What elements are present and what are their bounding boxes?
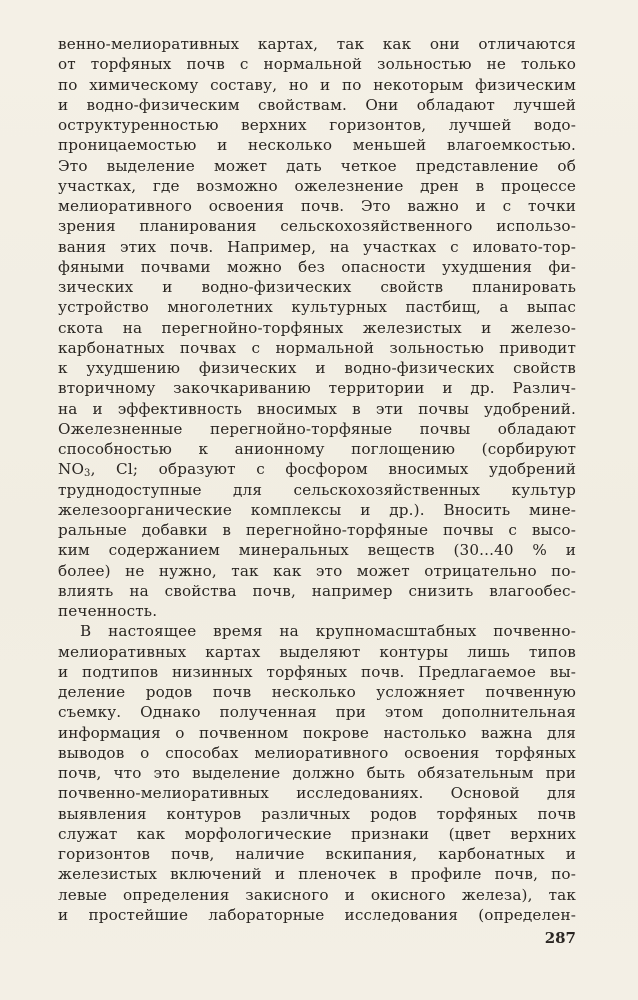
text-line: информация о почвенном покрове настолько важна для: [58, 723, 576, 742]
text-line: железоорганические комплексы и др.). Вносить мине-: [58, 500, 576, 519]
text-line: скота на перегнойно-торфяных железистых и железо-: [58, 318, 576, 337]
text-line: выводов о способах мелиоративного освоения торфяных: [58, 743, 576, 762]
text-line: вторичному закочкариванию территории и др. Различ-: [58, 379, 576, 398]
text-line: Ожелезненные перегнойно-торфяные почвы обладают: [58, 419, 576, 438]
text-line: служат как морфологические признаки (цвет верхних: [58, 824, 576, 843]
text-line: вания этих почв. Например, на участках с иловато-тор-: [58, 237, 576, 256]
text-line: В настоящее время на крупномасштабных почвенно-: [80, 622, 576, 641]
text-line: карбонатных почвах с нормальной зольностью приводит: [58, 338, 576, 357]
body-text: [58, 34, 576, 925]
text-line: зических и водно-физических свойств планировать: [58, 278, 576, 296]
text-line: по химическому составу, но и по некоторым физическим: [58, 75, 576, 94]
text-line: на и эффективность вносимых в эти почвы удобрений.: [58, 399, 576, 418]
text-line: к ухудшению физических и водно-физических свойств: [58, 359, 576, 377]
text-line: венно-мелиоративных картах, так как они отличаются: [58, 35, 576, 53]
text-line: устройство многолетних культурных пастбищ, а выпас: [58, 298, 576, 317]
text-line: ральные добавки в перегнойно-торфяные почвы с высо-: [58, 521, 576, 539]
text-line: Это выделение может дать четкое представление об: [58, 156, 576, 175]
text-line: ким содержанием минеральных веществ (30...40 % и: [58, 541, 576, 560]
text-line: выявления контуров различных родов торфяных почв: [58, 804, 576, 823]
text-line: печенность.: [58, 602, 158, 620]
text-line: зрения планирования сельскохозяйственного использо-: [58, 217, 576, 236]
text-line: способностью к анионному поглощению (сорбируют: [58, 440, 576, 458]
text-line: проницаемостью и несколько меньшей влагоемкостью.: [58, 136, 576, 155]
text-line: съемку. Однако полученная при этом дополнительная: [58, 703, 576, 722]
text-line: почв, что это выделение должно быть обязательным при: [58, 764, 576, 782]
text-line: деление родов почв несколько усложняет почвенную: [58, 683, 576, 701]
text-line: влиять на свойства почв, например снизить влагообес-: [58, 581, 576, 600]
text-line: горизонтов почв, наличие вскипания, карбонатных и: [58, 845, 576, 863]
text-line: левые определения закисного и окисного железа), так: [58, 885, 576, 904]
text-line: оструктуренностью верхних горизонтов, лучшей водо-: [58, 116, 576, 134]
text-line: [58, 459, 576, 479]
page-number: 287: [544, 929, 576, 947]
text-line: мелиоративных картах выделяют контуры лишь типов: [58, 642, 576, 661]
text-line: от торфяных почв с нормальной зольностью не только: [58, 55, 576, 74]
text-line: труднодоступные для сельскохозяйственных культур: [58, 480, 576, 499]
text-line: и подтипов низинных торфяных почв. Предлагаемое вы-: [58, 662, 576, 681]
text-line: мелиоративного освоения почв. Это важно и с точки: [58, 197, 576, 215]
text-line: почвенно-мелиоративных исследованиях. Основой для: [58, 784, 576, 803]
text-line: и водно-физическим свойствам. Они обладают лучшей: [58, 95, 576, 114]
text-line: железистых включений и пленочек в профиле почв, по-: [58, 865, 576, 884]
text-line: фяными почвами можно без опасности ухудшения фи-: [58, 257, 576, 276]
text-line: участках, где возможно ожелезнение дрен в процессе: [58, 176, 576, 195]
text-line: более) не нужно, так как это может отрицательно по-: [58, 561, 576, 580]
paragraph-1: [58, 34, 576, 621]
paragraph-2: [58, 621, 576, 925]
formula-rest: , Cl; образуют с фосфором вносимых удобрений: [90, 460, 576, 479]
text-line: и простейшие лабораторные исследования (определен-: [58, 905, 576, 924]
formula-no: NO: [58, 460, 85, 479]
formula-subscript: 3: [84, 468, 91, 480]
